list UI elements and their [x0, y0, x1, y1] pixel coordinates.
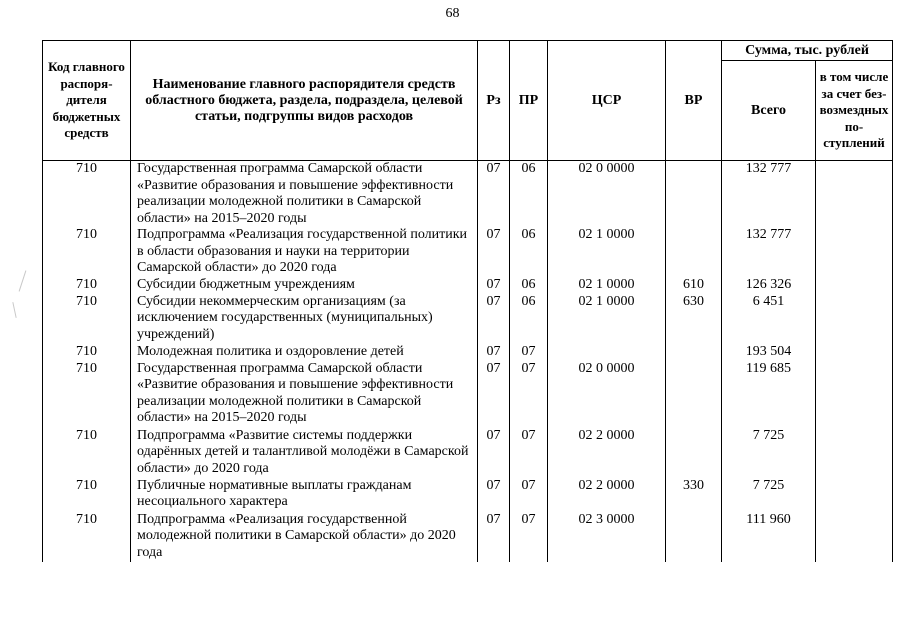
cell-name: Подпрограмма «Реализация государственной молодежной политики в Самарской области» до 2020 года: [131, 512, 478, 562]
header-vr: ВР: [666, 41, 722, 161]
header-name: Наименование главного распорядителя средств областного бюджета, раздела, подраздела, целевой статьи, подгруппы видов расходов: [131, 41, 478, 161]
cell-total: 111 960: [722, 512, 816, 562]
cell-pr: 07: [510, 512, 548, 562]
cell-csr: 02 1 0000: [548, 294, 666, 344]
table-row: [43, 294, 893, 344]
cell-pr: 07: [510, 344, 548, 361]
cell-code: 710: [43, 428, 131, 478]
cell-free-receipts: [816, 344, 893, 361]
cell-csr: 02 2 0000: [548, 428, 666, 478]
cell-total: 126 326: [722, 277, 816, 294]
header-total: Всего: [722, 61, 816, 161]
cell-free-receipts: [816, 478, 893, 512]
cell-rz: 07: [478, 161, 510, 228]
cell-name: Субсидии бюджетным учреждениям: [131, 277, 478, 294]
cell-total: 193 504: [722, 344, 816, 361]
cell-rz: 07: [478, 227, 510, 277]
cell-free-receipts: [816, 227, 893, 277]
cell-rz: 07: [478, 478, 510, 512]
header-code: Код главного распорядителя бюджетных средств: [43, 41, 131, 161]
cell-name: Публичные нормативные выплаты гражданам несоциального характера: [131, 478, 478, 512]
cell-vr: 330: [666, 478, 722, 512]
table-row: [43, 428, 893, 478]
table-row: [43, 277, 893, 294]
header-rz: Рз: [478, 41, 510, 161]
cell-rz: 07: [478, 277, 510, 294]
cell-name: Государственная программа Самарской области «Развитие образования и повышение эффективности реализации молодежной политики в Самарской области» на 2015–2020 годы: [131, 361, 478, 428]
table-row: [43, 361, 893, 428]
cell-pr: 06: [510, 227, 548, 277]
cell-rz: 07: [478, 428, 510, 478]
cell-total: 132 777: [722, 161, 816, 228]
cell-free-receipts: [816, 361, 893, 428]
cell-name: Государственная программа Самарской области «Развитие образования и повышение эффективности реализации молодежной политики в Самарской области» на 2015–2020 годы: [131, 161, 478, 228]
cell-csr: 02 1 0000: [548, 277, 666, 294]
cell-rz: 07: [478, 512, 510, 562]
cell-free-receipts: [816, 512, 893, 562]
table-row: [43, 512, 893, 562]
cell-vr: [666, 344, 722, 361]
table-row: [43, 227, 893, 277]
cell-pr: 06: [510, 161, 548, 228]
cell-vr: 610: [666, 277, 722, 294]
header-csr: ЦСР: [548, 41, 666, 161]
cell-vr: 630: [666, 294, 722, 344]
table-row: [43, 344, 893, 361]
cell-pr: 07: [510, 428, 548, 478]
cell-csr: 02 3 0000: [548, 512, 666, 562]
cell-pr: 06: [510, 277, 548, 294]
cell-free-receipts: [816, 294, 893, 344]
cell-total: 7 725: [722, 428, 816, 478]
cell-code: 710: [43, 227, 131, 277]
cell-free-receipts: [816, 428, 893, 478]
cell-name: Молодежная политика и оздоровление детей: [131, 344, 478, 361]
cell-vr: [666, 512, 722, 562]
table-row: [43, 161, 893, 228]
cell-free-receipts: [816, 277, 893, 294]
cell-vr: [666, 161, 722, 228]
cell-name: Подпрограмма «Реализация государственной политики в области образования и науки на территории Самарской области» до 2020 года: [131, 227, 478, 277]
scan-artifact: [19, 270, 27, 291]
cell-code: 710: [43, 294, 131, 344]
cell-free-receipts: [816, 161, 893, 228]
cell-code: 710: [43, 361, 131, 428]
cell-code: 710: [43, 512, 131, 562]
cell-code: 710: [43, 161, 131, 228]
cell-vr: [666, 361, 722, 428]
cell-total: 6 451: [722, 294, 816, 344]
cell-rz: 07: [478, 294, 510, 344]
cell-csr: 02 0 0000: [548, 161, 666, 228]
cell-vr: [666, 428, 722, 478]
cell-total: 119 685: [722, 361, 816, 428]
cell-name: Подпрограмма «Развитие системы поддержки одарённых детей и талантливой молодёжи в Самарской области» до 2020 года: [131, 428, 478, 478]
header-sum-group: Сумма, тыс. рублей: [722, 41, 893, 61]
cell-name: Субсидии некоммерческим организациям (за исключением государственных (муниципальных) учреждений): [131, 294, 478, 344]
cell-code: 710: [43, 344, 131, 361]
page-number: 68: [445, 6, 460, 21]
cell-pr: 07: [510, 361, 548, 428]
cell-csr: 02 1 0000: [548, 227, 666, 277]
cell-rz: 07: [478, 344, 510, 361]
cell-csr: [548, 344, 666, 361]
cell-pr: 07: [510, 478, 548, 512]
cell-code: 710: [43, 478, 131, 512]
cell-vr: [666, 227, 722, 277]
budget-table: [42, 40, 893, 562]
cell-total: 7 725: [722, 478, 816, 512]
cell-csr: 02 0 0000: [548, 361, 666, 428]
cell-pr: 06: [510, 294, 548, 344]
cell-rz: 07: [478, 361, 510, 428]
scan-artifact: [12, 302, 16, 318]
cell-code: 710: [43, 277, 131, 294]
table-row: [43, 478, 893, 512]
cell-csr: 02 2 0000: [548, 478, 666, 512]
header-free-receipts: в том числе за счет безвозмездных поступлений: [816, 61, 893, 161]
cell-total: 132 777: [722, 227, 816, 277]
header-pr: ПР: [510, 41, 548, 161]
